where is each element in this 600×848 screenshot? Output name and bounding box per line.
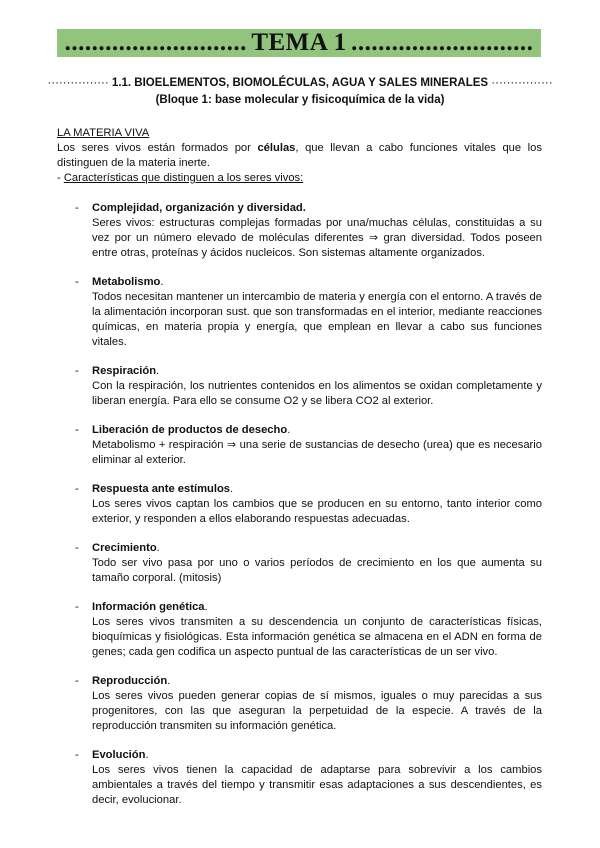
item-title: Complejidad, organización y diversidad. xyxy=(92,202,306,214)
intro-pre: Los seres vivos están formados por xyxy=(57,142,258,154)
bullet: - xyxy=(75,202,79,214)
list-item xyxy=(57,275,542,350)
bullet: - xyxy=(75,749,79,761)
item-text: Seres vivos: estructuras complejas formadas por una/muchas células, constituidas a su vez por un número elevado de moléculas diferentes ⇒ gran diversidad. Todos poseen entre otras, proteínas y ácidos nucleicos. Son sistemas altamente organizados. xyxy=(92,217,542,259)
bullet: - xyxy=(75,424,79,436)
item-text: Los seres vivos tienen la capacidad de adaptarse para sobrevivir a los cambios ambientales a través del tiempo y transmitir esas adaptaciones a sus descendientes, es decir, evolucionar. xyxy=(92,764,542,806)
characteristics-heading xyxy=(57,171,542,186)
item-title: Respiración xyxy=(92,365,157,377)
item-text: Todo ser vivo pasa por uno o varios períodos de crecimiento en los que aumenta su tamaño corporal. (mitosis) xyxy=(92,557,542,584)
list-item xyxy=(57,482,542,527)
subtitle-line1 xyxy=(0,77,600,89)
item-text: Todos necesitan mantener un intercambio de materia y energía con el entorno. A través de la alimentación incorporan sust. que son transformadas en el interior, mediante reacciones químicas, en materia propia y energía, que emplean en llevar a cabo sus funciones vitales. xyxy=(92,291,542,348)
subtitle-dots-right: ················ xyxy=(491,77,553,89)
title-dots-left: ........................... xyxy=(64,29,247,56)
subtitle-text: 1.1. BIOELEMENTOS, BIOMOLÉCULAS, AGUA Y SALES MINERALES xyxy=(111,77,489,89)
section-title: LA MATERIA VIVA xyxy=(57,127,150,139)
bullet: - xyxy=(75,675,79,687)
list-item xyxy=(57,674,542,734)
list-item xyxy=(57,201,542,261)
list-item xyxy=(57,423,542,468)
item-text: Los seres vivos pueden generar copias de sí mismos, iguales o muy parecidas a sus progenitores, con las que aseguran la perpetuidad de la especie. A través de la reproducción transmiten su información genética. xyxy=(92,690,542,732)
item-title: Metabolismo xyxy=(92,276,161,288)
item-text: Los seres vivos captan los cambios que se producen en su entorno, tanto interior como exterior, y responden a ellos elaborando respuestas adecuadas. xyxy=(92,498,542,525)
item-suffix: . xyxy=(230,483,234,495)
item-suffix: . xyxy=(167,675,171,687)
intro-paragraph xyxy=(57,141,542,171)
item-suffix: . xyxy=(160,276,164,288)
item-suffix: . xyxy=(287,424,291,436)
main-content xyxy=(57,126,542,822)
item-suffix: . xyxy=(145,749,149,761)
item-title: Reproducción xyxy=(92,675,168,687)
page-title: TEMA 1 xyxy=(251,29,347,56)
bullet: - xyxy=(75,276,79,288)
item-title: Evolución xyxy=(92,749,146,761)
item-text: Los seres vivos transmiten a su descendencia un conjunto de características físicas, bioquímicas y fisiológicas. Esta información genética se almacena en el ADN en forma de genes; cada gen codifica un aspecto puntual de las características de un ser vivo. xyxy=(92,616,542,658)
item-title: Crecimiento xyxy=(92,542,157,554)
item-title: Información genética xyxy=(92,601,205,613)
bullet: - xyxy=(75,542,79,554)
list-item xyxy=(57,748,542,808)
bullet: - xyxy=(75,601,79,613)
item-title: Respuesta ante estímulos xyxy=(92,483,231,495)
item-suffix: . xyxy=(156,365,160,377)
list-item xyxy=(57,541,542,586)
intro-post: , que llevan a cabo funciones vitales que los distinguen de la materia inerte. xyxy=(57,142,542,169)
item-text: Con la respiración, los nutrientes contenidos en los alimentos se oxidan completamente y liberan energía. Para ello se consume O2 y se libera CO2 al exterior. xyxy=(92,380,542,407)
characteristics-title: Características que distinguen a los seres vivos: xyxy=(63,172,304,184)
title-dots-right: ........................... xyxy=(351,29,534,56)
item-title: Liberación de productos de desecho xyxy=(92,424,288,436)
intro-bold: células xyxy=(257,142,296,154)
item-suffix: . xyxy=(156,542,160,554)
subtitle-dots-left: ················ xyxy=(47,77,109,89)
bullet: - xyxy=(75,365,79,377)
item-suffix: . xyxy=(204,601,208,613)
item-text: Metabolismo + respiración ⇒ una serie de sustancias de desecho (urea) que es necesario eliminar al exterior. xyxy=(92,439,542,466)
characteristics-prefix: - xyxy=(57,172,64,184)
title-banner xyxy=(57,29,541,57)
characteristics-list xyxy=(57,201,542,808)
subtitle-line2: (Bloque 1: base molecular y fisicoquímica de la vida) xyxy=(155,94,445,106)
list-item xyxy=(57,364,542,409)
list-item xyxy=(57,600,542,660)
bullet: - xyxy=(75,483,79,495)
